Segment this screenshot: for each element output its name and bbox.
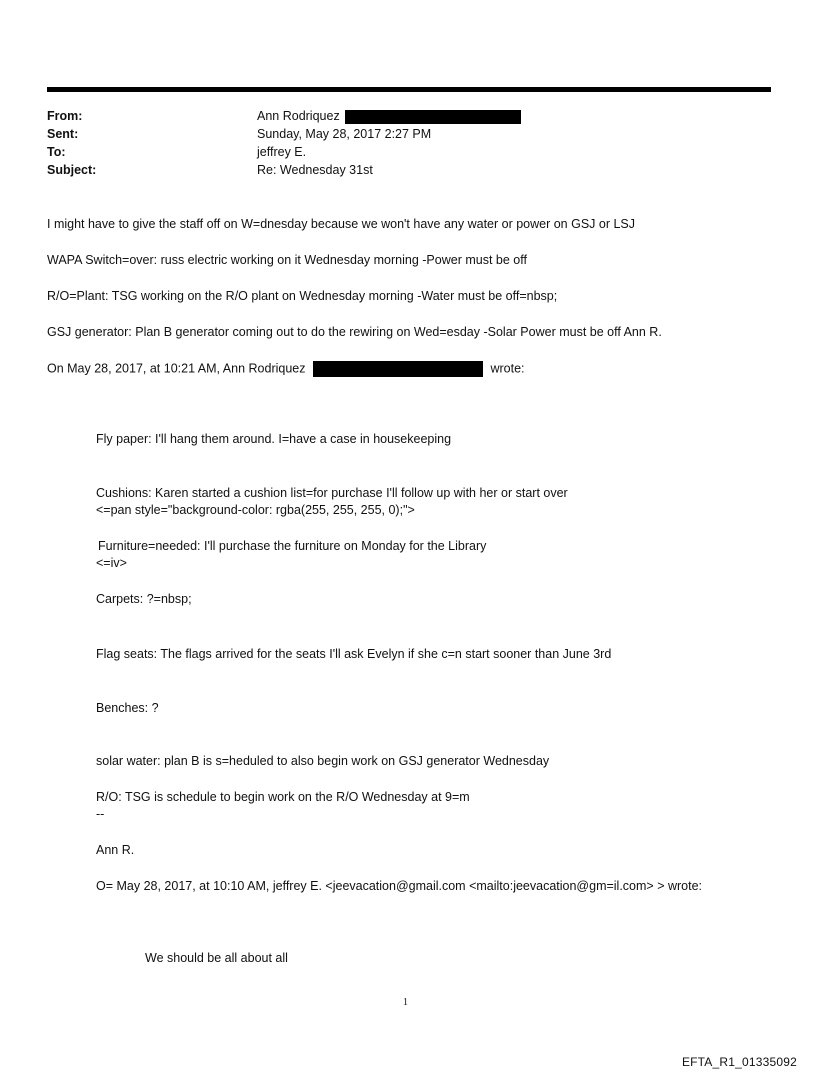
- sent-value: Sunday, May 28, 2017 2:27 PM: [257, 127, 432, 141]
- body-paragraph: GSJ generator: Plan B generator coming out to do the rewiring on Wed=esday -Solar Power must be off Ann R.: [47, 325, 662, 339]
- quoted-line: Furniture=needed: I'll purchase the furniture on Monday for the Library: [98, 539, 487, 553]
- quoted-line: Cushions: Karen started a cushion list=for purchase I'll follow up with her or start over: [96, 486, 568, 500]
- quoted-attribution: O= May 28, 2017, at 10:10 AM, jeffrey E. <jeevacation@gmail.com <mailto:jeevacation@gm=il.com> > wrote:: [96, 879, 703, 893]
- from-value: Ann Rodriquez: [257, 109, 521, 124]
- subject-label: Subject:: [47, 163, 97, 177]
- header-rule: [47, 87, 771, 92]
- redaction-block: [313, 361, 483, 377]
- reply-attribution: On May 28, 2017, at 10:21 AM, Ann Rodriquez wrote:: [47, 361, 525, 376]
- quoted-line: solar water: plan B is s=heduled to also begin work on GSJ generator Wednesday: [96, 754, 550, 768]
- quoted-line: Flag seats: The flags arrived for the seats I'll ask Evelyn if she c=n start sooner than June 3rd: [96, 647, 612, 661]
- body-paragraph: I might have to give the staff off on W=dnesday because we won't have any water or power on GSJ or LSJ: [47, 217, 636, 231]
- quoted-line: Benches: ?: [96, 701, 159, 715]
- body-paragraph: R/O=Plant: TSG working on the R/O plant on Wednesday morning -Water must be off=nbsp;: [47, 289, 558, 303]
- subject-value: Re: Wednesday 31st: [257, 163, 373, 177]
- page-number: 1: [403, 997, 408, 1008]
- redaction-block: [345, 110, 521, 124]
- sent-label: Sent:: [47, 127, 79, 141]
- quoted-line: R/O: TSG is schedule to begin work on the R/O Wednesday at 9=m: [96, 790, 470, 804]
- to-label: To:: [47, 145, 66, 159]
- quoted-line: <=iv>: [96, 556, 127, 570]
- bates-number: EFTA_R1_01335092: [681, 1055, 797, 1069]
- quoted-signature: Ann R.: [96, 843, 135, 857]
- nested-quoted-line: We should be all about all: [145, 951, 288, 965]
- quoted-line: --: [96, 807, 105, 821]
- body-paragraph: WAPA Switch=over: russ electric working on it Wednesday morning -Power must be off: [47, 253, 527, 267]
- quoted-line: Carpets: ?=nbsp;: [96, 592, 192, 606]
- to-value: jeffrey E.: [257, 145, 307, 159]
- from-label: From:: [47, 109, 83, 123]
- quoted-line: <=pan style="background-color: rgba(255, 255, 255, 0);">: [96, 503, 415, 517]
- quoted-line: Fly paper: I'll hang them around. I=have a case in housekeeping: [96, 432, 452, 446]
